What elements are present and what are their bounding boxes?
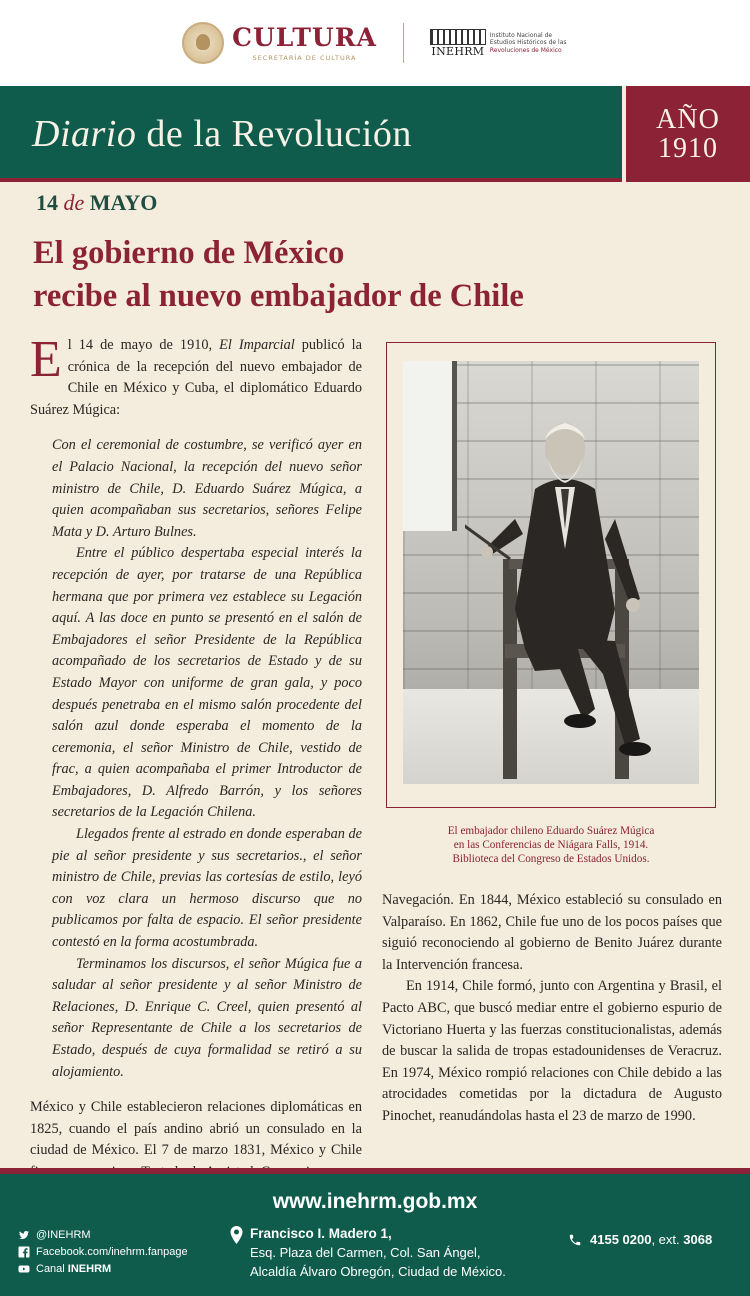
quote-paragraph: Con el ceremonial de costumbre, se verificó ayer en el Palacio Nacional, la recepción del nuevo señor ministro de Chile, D. Eduardo Suárez Múgica, a quien acompañaban sus secretarios, señores Felipe Mata y D. Arturo Bulnes. bbox=[52, 437, 362, 540]
twitter-icon bbox=[18, 1229, 30, 1241]
website-link[interactable]: www.inehrm.gob.mx bbox=[272, 1190, 478, 1213]
facebook-icon bbox=[18, 1246, 30, 1258]
footer bbox=[0, 1168, 750, 1296]
body-paragraph: En 1914, Chile formó, junto con Argentina y Brasil, el Pacto ABC, que buscó mediar entre el gobierno espurio de Victoriano Huerta y las fuerzas constitucionalistas, además de buscar la salida de tropas estadounidenses de Veracruz. En 1974, México rompió relaciones con Chile debido a las atrocidades cometidas por la dictadura de Augusto Pinochet, reanudándolas hasta el 23 de marzo de 1990. bbox=[382, 978, 722, 1124]
body-paragraph: Navegación. En 1844, México estableció su consulado en Valparaíso. En 1862, Chile fue uno de los pocos países que siguió reconociendo al gobierno de Benito Juárez durante la Intervención francesa. bbox=[382, 892, 722, 973]
year-label: AÑO bbox=[656, 103, 720, 135]
location-pin-icon bbox=[230, 1226, 243, 1244]
article-column-left bbox=[30, 331, 362, 1184]
series-title: Diario de la Revolución bbox=[32, 113, 412, 155]
top-header bbox=[0, 0, 750, 86]
youtube-icon bbox=[18, 1263, 30, 1275]
facebook-link[interactable]: Facebook.com/inehrm.fanpage bbox=[18, 1243, 188, 1260]
cultura-logo-text: CULTURA bbox=[232, 22, 377, 52]
inehrm-description: Instituto Nacional de Estudios Históricos de las Revoluciones de México bbox=[489, 31, 567, 54]
article-headline: El gobierno de México recibe al nuevo embajador de Chile bbox=[33, 235, 524, 314]
seated-man-figure bbox=[465, 409, 665, 779]
phone-icon bbox=[568, 1233, 582, 1247]
social-links bbox=[18, 1226, 188, 1277]
address-street: Francisco I. Madero 1, bbox=[250, 1226, 392, 1241]
header-divider bbox=[403, 23, 404, 63]
cultura-logo-subtitle: SECRETARÍA DE CULTURA bbox=[252, 53, 357, 62]
youtube-link[interactable]: Canal INEHRM bbox=[18, 1260, 188, 1277]
article-date: 14 de MAYO bbox=[36, 190, 158, 215]
building-icon bbox=[430, 29, 486, 45]
quote-paragraph: Llegados frente al estrado en donde esperaban de pie al señor presidente y sus secretarios., el señor ministro de Chile, previas las cortesías de estilo, leyó con voz clara un hermoso discurso que no publicamos por falta de espacio. El señor presidente contestó en la forma acostumbrada. bbox=[52, 826, 362, 951]
body-paragraph: México y Chile establecieron relaciones diplomáticas en 1825, cuando el país andino abrió un consulado en la ciudad de México. El 7 de marzo 1831, México y Chile bbox=[30, 1099, 362, 1159]
twitter-link[interactable]: @INEHRM bbox=[18, 1226, 188, 1243]
ambassador-photo bbox=[403, 361, 699, 784]
intro-paragraph: El 14 de mayo de 1910, El Imparcial publicó la crónica de la recepción del nuevo embajador de Chile en México y Cuba, el diplomático Eduardo Suárez Múgica: bbox=[30, 331, 362, 418]
inehrm-name: INEHRM bbox=[431, 44, 485, 58]
quote-paragraph: Entre el público despertaba especial interés la recepción de ayer, por tratarse de una República hermana que por primera vez establece su Legación aquí. A las doce en punto se presentó en el salón de Embajadores el señor Presidente de la República acompañado de los secretarios de Estado y de su Estado Mayor con uniforme de gran gala, y poco después penetraba en el mismo salón procedente del salón azul donde esperaba el momento de la ceremonia, el señor Ministro de Chile, vestido de frac, a quien acompañaba el primer Introductor de Embajadores, D. Alfredo Barrón, y los señores secretarios de la Legación Chilena. bbox=[52, 545, 362, 821]
photo-caption: El embajador chileno Eduardo Suárez Múgica en las Conferencias de Niágara Falls, 1914. Biblioteca del Congreso de Estados Unidos. bbox=[447, 825, 655, 865]
year-value: 1910 bbox=[658, 133, 718, 164]
address-line: Esq. Plaza del Carmen, Col. San Ángel, bbox=[250, 1245, 481, 1260]
drop-cap: E bbox=[30, 331, 62, 388]
address bbox=[250, 1224, 506, 1281]
cultura-logo[interactable] bbox=[182, 22, 377, 64]
phone-number[interactable]: 4155 0200, ext. 3068 bbox=[568, 1232, 712, 1247]
address-line: Alcaldía Álvaro Obregón, Ciudad de México. bbox=[250, 1264, 506, 1279]
newspaper-quote bbox=[52, 435, 362, 1083]
seal-icon bbox=[182, 22, 224, 64]
article-column-right bbox=[382, 890, 722, 1128]
quote-paragraph: Terminamos los discursos, el señor Múgica fue a saludar al señor presidente y al señor Ministro de Relaciones, D. Enrique C. Creel, quien presentó al señor Representante de Chile a los secretarios de Estado, después de cuya formalidad se retiró a su alojamiento. bbox=[52, 955, 362, 1080]
year-box bbox=[622, 86, 750, 182]
inehrm-logo[interactable] bbox=[430, 29, 568, 58]
